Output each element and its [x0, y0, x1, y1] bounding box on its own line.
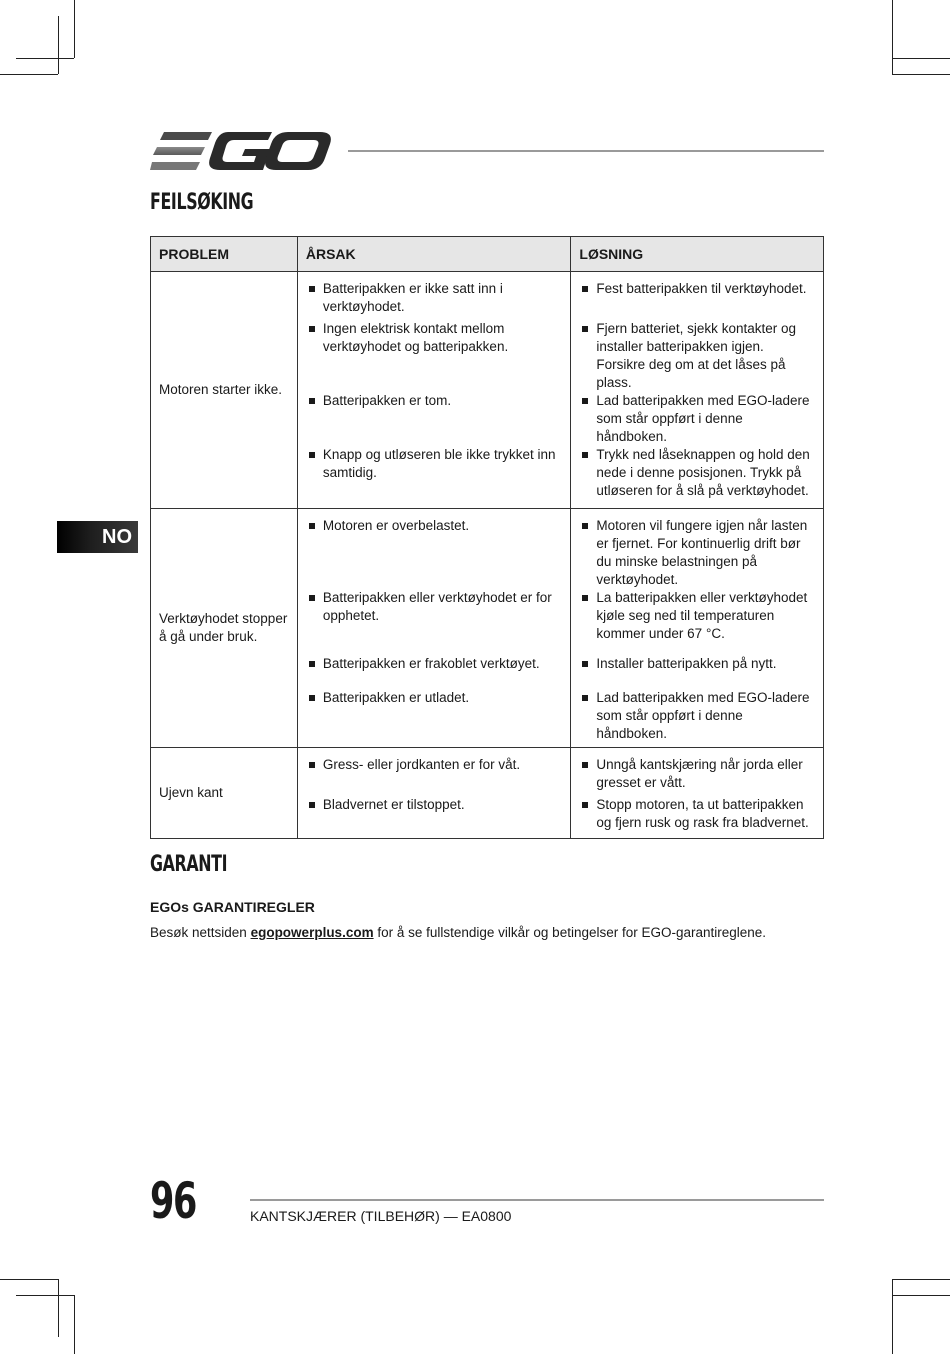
solution-cell [571, 689, 824, 748]
cause-text: Knapp og utløseren ble ikke trykket inn samtidig. [306, 446, 563, 482]
cause-cell [297, 272, 571, 321]
warranty-text-before: Besøk nettsiden [150, 925, 251, 940]
crop-mark [892, 1279, 893, 1354]
cause-text: Batteripakken er utladet. [306, 689, 563, 707]
cause-cell [297, 446, 571, 509]
ego-logo [150, 128, 332, 174]
header-divider [348, 150, 824, 152]
cause-text: Batteripakken eller verktøyhodet er for opphetet. [306, 589, 563, 625]
warranty-text-after: for å se fullstendige vilkår og betingelser for EGO-garantireglene. [373, 925, 767, 940]
header-cause: ÅRSAK [297, 237, 571, 272]
solution-cell [571, 320, 824, 392]
table-header-row [151, 237, 824, 272]
language-tab: NO [57, 521, 138, 553]
solution-text: Motoren vil fungere igjen når lasten er fjernet. For kontinuerlig drift bør du minske belastningen på verktøyhodet. [579, 517, 815, 589]
header-solution: LØSNING [571, 237, 824, 272]
page-number: 96 [150, 1172, 196, 1230]
problem-cell: Ujevn kant [151, 748, 298, 839]
crop-mark [16, 1295, 74, 1296]
crop-mark [0, 1279, 58, 1280]
cause-text: Batteripakken er tom. [306, 392, 563, 410]
cause-text: Batteripakken er ikke satt inn i verktøyhodet. [306, 280, 563, 316]
warranty-paragraph [150, 925, 766, 940]
solution-text: Fjern batteriet, sjekk kontakter og installer batteripakken igjen. Forsikre deg om at det låses på plass. [579, 320, 815, 392]
problem-cell: Motoren starter ikke. [151, 272, 298, 509]
crop-mark [892, 1295, 950, 1296]
problem-cell: Verktøyhodet stopper å gå under bruk. [151, 509, 298, 748]
solution-text: Fest batteripakken til verktøyhodet. [579, 280, 815, 298]
crop-mark [58, 1279, 59, 1337]
solution-cell [571, 392, 824, 446]
crop-mark [58, 16, 59, 74]
cause-cell [297, 655, 571, 689]
table-row [151, 748, 824, 797]
section-title-warranty: GARANTI [150, 852, 228, 877]
solution-text: Installer batteripakken på nytt. [579, 655, 815, 673]
solution-text: Lad batteripakken med EGO-ladere som står oppført i denne håndboken. [579, 392, 815, 446]
solution-cell [571, 796, 824, 839]
cause-text: Batteripakken er frakoblet verktøyet. [306, 655, 563, 673]
solution-text: Unngå kantskjæring når jorda eller gresset er vått. [579, 756, 815, 792]
solution-cell [571, 748, 824, 797]
warranty-link[interactable]: egopowerplus.com [250, 925, 374, 940]
cause-cell [297, 392, 571, 446]
crop-mark [74, 0, 75, 58]
cause-cell [297, 796, 571, 839]
warranty-subtitle: EGOs GARANTIREGLER [150, 899, 315, 915]
cause-text: Ingen elektrisk kontakt mellom verktøyhodet og batteripakken. [306, 320, 563, 356]
crop-mark [16, 58, 74, 59]
cause-cell [297, 748, 571, 797]
crop-mark [892, 58, 950, 59]
solution-text: Trykk ned låseknappen og hold den nede i denne posisjonen. Trykk på utløseren for å slå på verktøyhodet. [579, 446, 815, 500]
cause-text: Motoren er overbelastet. [306, 517, 563, 535]
table-row [151, 272, 824, 321]
crop-mark [0, 74, 58, 75]
table-row [151, 509, 824, 590]
crop-mark [892, 74, 950, 75]
solution-text: Stopp motoren, ta ut batteripakken og fjern rusk og rask fra bladvernet. [579, 796, 815, 832]
solution-text: La batteripakken eller verktøyhodet kjøle seg ned til temperaturen kommer under 67 °C. [579, 589, 815, 643]
footer-product-line: KANTSKJÆRER (TILBEHØR) — EA0800 [250, 1208, 512, 1224]
header-problem: PROBLEM [151, 237, 298, 272]
crop-mark [892, 0, 893, 74]
cause-text: Bladvernet er tilstoppet. [306, 796, 563, 814]
crop-mark [892, 1279, 950, 1280]
footer-divider [250, 1199, 824, 1201]
cause-cell [297, 320, 571, 392]
solution-cell [571, 272, 824, 321]
solution-cell [571, 655, 824, 689]
crop-mark [74, 1295, 75, 1354]
cause-cell [297, 509, 571, 590]
solution-cell [571, 509, 824, 590]
troubleshooting-table [150, 236, 824, 839]
solution-cell [571, 446, 824, 509]
solution-text: Lad batteripakken med EGO-ladere som står oppført i denne håndboken. [579, 689, 815, 743]
cause-text: Gress- eller jordkanten er for våt. [306, 756, 563, 774]
cause-cell [297, 689, 571, 748]
cause-cell [297, 589, 571, 655]
solution-cell [571, 589, 824, 655]
section-title-troubleshooting: FEILSØKING [150, 190, 254, 215]
